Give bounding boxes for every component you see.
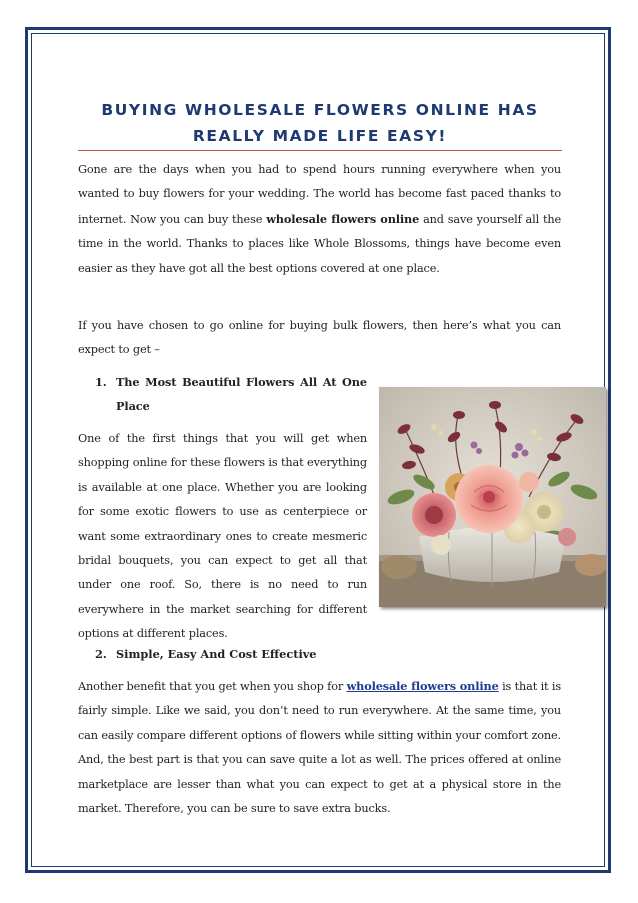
section-1-body: One of the first things that you will get when shopping online for these flowers is that everything is available at one place. Whether you are looking for some exotic flowers to use as centerpiece or want some extraordinary ones to create mesmeric bridal bouquets, you can expect to get all that under one roof. So, there is no need to run everywhere in the market searching for different options at different places.	[78, 432, 367, 641]
section-2-text-2: is that it is fairly simple. Like we said, you don’t need to run everywhere. At the same time, you can easily compare different options of flowers while sitting within your comfort zone. And, the best part is that you can save quite a lot as well. The prices offered at online marketplace are lesser than what you can expect to get at a physical store in the market. Therefore, you can be sure to save extra bucks.	[78, 680, 561, 816]
document-title	[78, 97, 562, 149]
section-1-title: The Most Beautiful Flowers All At One Place	[116, 375, 367, 414]
lead-paragraph: If you have chosen to go online for buying bulk flowers, then here’s what you can expect to get –	[78, 319, 561, 357]
section-2-heading	[95, 642, 495, 666]
intro-text-1: Gone are the days when you had to spend hours running everywhere when you wanted to buy flowers for your wedding. The world has become fast paced thanks to internet. Now you can buy these	[78, 163, 561, 226]
intro-paragraph	[78, 158, 561, 281]
section-2-title: Simple, Easy And Cost Effective	[116, 647, 317, 661]
wholesale-flowers-link[interactable]: wholesale flowers online	[346, 679, 499, 693]
flower-arrangement-photo	[379, 387, 606, 607]
title-line-1: BUYING WHOLESALE FLOWERS ONLINE HAS	[101, 101, 539, 119]
flower-arrangement-illustration	[379, 387, 606, 607]
title-line-2: REALLY MADE LIFE EASY!	[192, 127, 448, 145]
intro-bold-keyword: wholesale flowers online	[266, 211, 420, 226]
title-underline	[78, 150, 562, 151]
section-2-text-1: Another benefit that you get when you shop for	[78, 680, 347, 693]
section-2-number: 2.	[95, 647, 107, 661]
intro-text-2: and save yourself all the time in the world. Thanks to places like Whole Blossoms, things have become even easier as they have got all the best options covered at one place.	[78, 212, 561, 275]
section-1-heading	[95, 370, 367, 419]
section-1-number: 1.	[95, 375, 107, 389]
section-2-body	[78, 674, 561, 821]
